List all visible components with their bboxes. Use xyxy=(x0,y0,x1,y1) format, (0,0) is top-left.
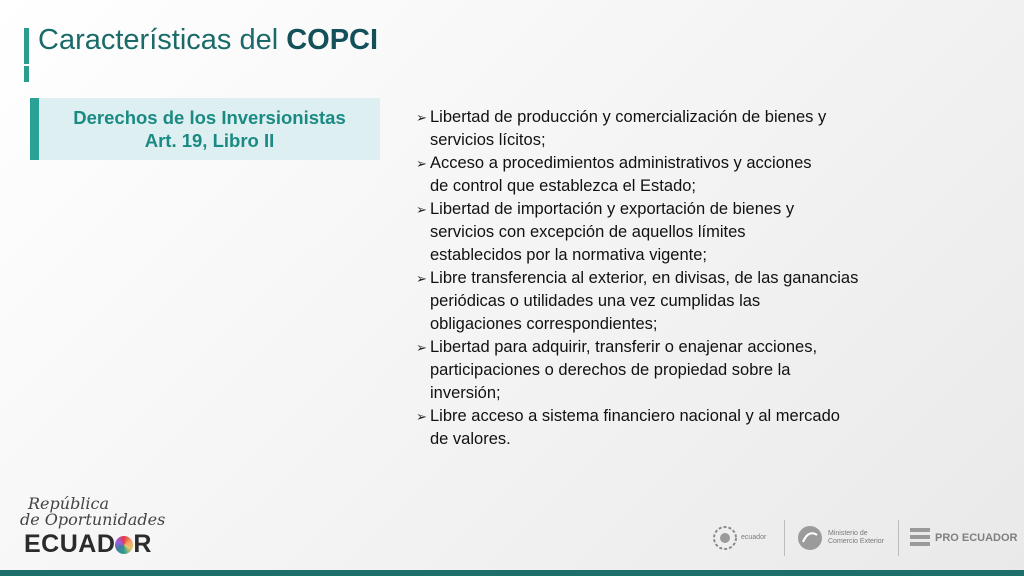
list-item-text: Acceso a procedimientos administrativos y acciones de control que establezca el Estado; xyxy=(430,154,812,195)
list-item-text: Libre transferencia al exterior, en divisas, de las ganancias periódicas o utilidades una vez cumplidas las obligaciones correspondientes; xyxy=(430,269,859,333)
arrow-bullet-icon: ➢ xyxy=(416,409,427,424)
page-title-prefix: Características del xyxy=(38,24,279,56)
brand-script-line2: de Oportunidades xyxy=(20,510,166,529)
brand-wordmark xyxy=(24,530,152,559)
list-item xyxy=(416,267,916,336)
ministerio-logo xyxy=(796,518,884,558)
list-item xyxy=(416,152,916,198)
ecuador-brand-logo xyxy=(18,492,168,562)
list-item xyxy=(416,336,916,405)
ecuador-emblem-icon xyxy=(712,525,738,551)
list-item-text: Libertad de producción y comercialización de bienes y servicios lícitos; xyxy=(430,108,827,149)
rights-list xyxy=(416,106,916,451)
brand-script-line1: República xyxy=(28,494,110,513)
proecuador-logo xyxy=(908,518,1018,558)
footer-logos xyxy=(712,518,1022,558)
arrow-bullet-icon: ➢ xyxy=(416,202,427,217)
list-item xyxy=(416,106,916,152)
list-item-text: Libre acceso a sistema financiero nacional y al mercado de valores. xyxy=(430,407,840,448)
list-item-text: Libertad de importación y exportación de bienes y servicios con excepción de aquellos límites establecidos por la normativa vigente; xyxy=(430,200,795,264)
page-title xyxy=(38,24,378,57)
proecuador-label: PRO ECUADOR xyxy=(935,532,1018,544)
section-title: Derechos de los Inversionistas xyxy=(73,107,346,128)
list-item xyxy=(416,405,916,451)
title-accent-bar-small xyxy=(24,66,29,82)
proecuador-emblem-icon xyxy=(908,525,932,551)
list-item xyxy=(416,198,916,267)
ecuador-logo-label: ecuador xyxy=(741,534,767,541)
ministerio-emblem-icon xyxy=(796,524,824,552)
ministerio-label-2: Comercio Exterior xyxy=(828,538,885,545)
list-item-text: Libertad para adquirir, transferir o enajenar acciones, participaciones o derechos de propiedad sobre la inversión; xyxy=(430,338,818,402)
arrow-bullet-icon: ➢ xyxy=(416,271,427,286)
arrow-bullet-icon: ➢ xyxy=(416,110,427,125)
ecuador-logo xyxy=(712,518,766,558)
arrow-bullet-icon: ➢ xyxy=(416,156,427,171)
footer-strip xyxy=(0,570,1024,576)
color-wheel-icon xyxy=(115,536,133,554)
page-title-bold: COPCI xyxy=(286,24,379,56)
title-accent-bar xyxy=(24,28,29,64)
section-subtitle: Art. 19, Libro II xyxy=(144,130,275,151)
brand-word-b: R xyxy=(133,530,152,558)
arrow-bullet-icon: ➢ xyxy=(416,340,427,355)
ministerio-label-1: Ministerio de xyxy=(828,530,868,537)
logo-divider xyxy=(784,520,785,556)
section-heading-box xyxy=(30,98,380,160)
logo-divider xyxy=(898,520,899,556)
brand-word-a: ECUAD xyxy=(24,530,116,558)
